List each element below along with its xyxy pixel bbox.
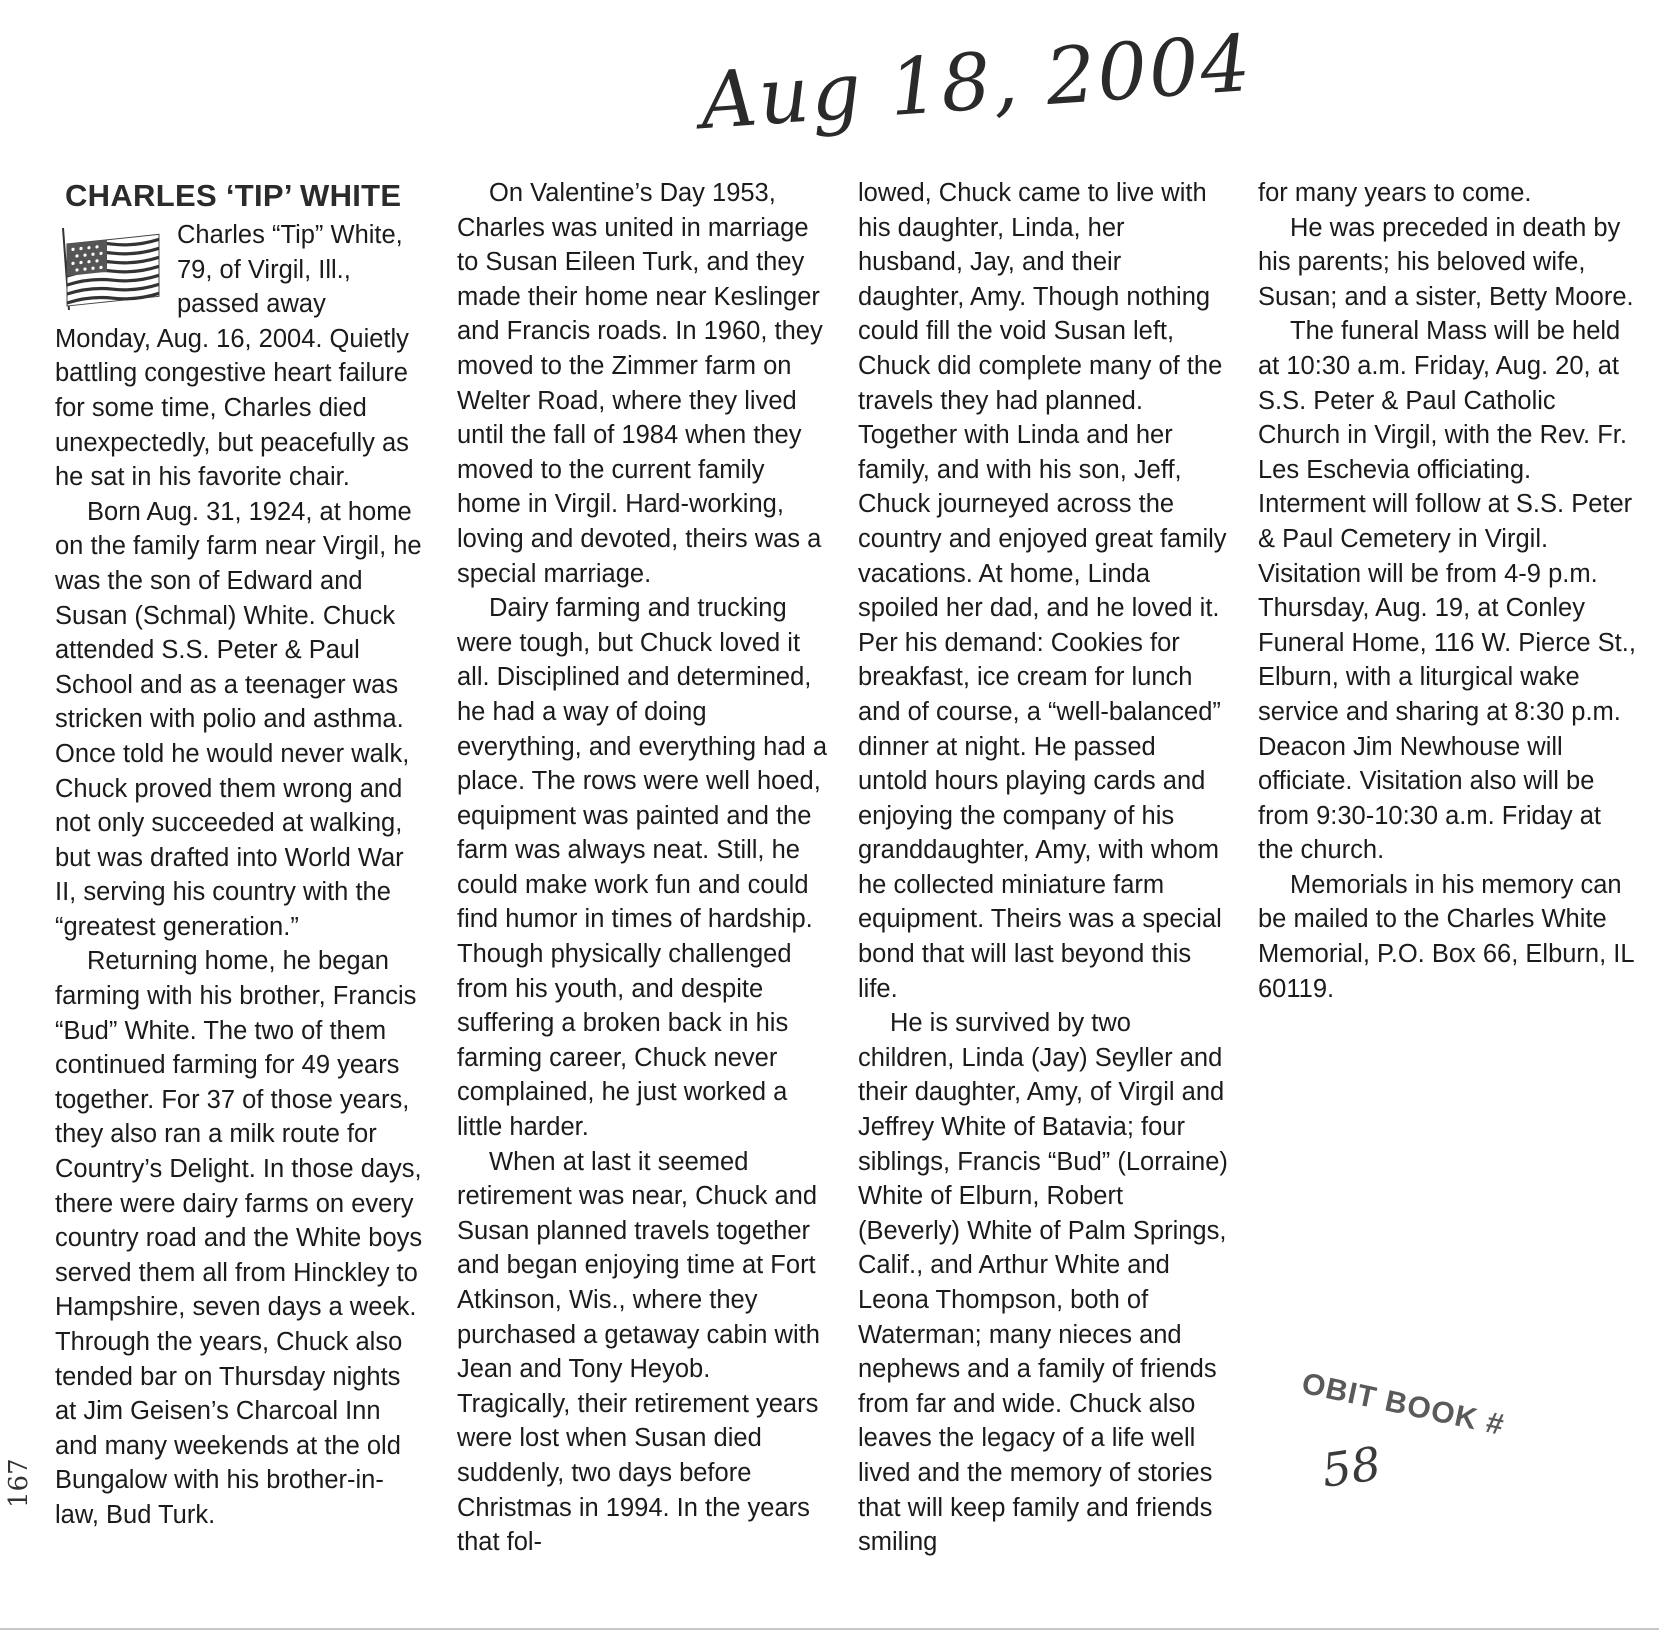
article-column-1 xyxy=(55,176,427,1533)
margin-mark: 167 xyxy=(4,1458,34,1508)
obituary-headline: CHARLES ‘TIP’ WHITE xyxy=(65,178,402,213)
paragraph: lowed, Chuck came to live with his daughter, Linda, her husband, Jay, and their daughter, Amy. Though nothing could fill the void Susan left, Chuck did complete many of the travels they had planned. Together with Linda and her family, and with his son, Jeff, Chuck journeyed across the country and enjoyed great family vacations. At home, Linda spoiled her dad, and he loved it. Per his demand: Cookies for breakfast, ice cream for lunch and of course, a “well-balanced” dinner at night. He passed untold hours playing cards and enjoying the company of his granddaughter, Amy, with whom he collected miniature farm equipment. Theirs was a special bond that will last beyond this life. xyxy=(858,179,1227,1003)
handwritten-date: Aug 18, 2004 xyxy=(697,18,1256,148)
obit-book-stamp: OBIT BOOK # xyxy=(1298,1366,1508,1443)
article-column-3 xyxy=(858,176,1230,1560)
paragraph: When at last it seemed retirement was near, Chuck and Susan planned travels together and began enjoying time at Fort Atkinson, Wis., where they purchased a getaway cabin with Jean and Tony Heyob. Tragically, their retirement years were lost when Susan died suddenly, two days before Christmas in 1994. In the years that fol- xyxy=(457,1147,820,1557)
article-column-4 xyxy=(1258,176,1640,1006)
paragraph: Born Aug. 31, 1924, at home on the family farm near Virgil, he was the son of Edward and Susan (Schmal) White. Chuck attended S.S. Peter & Paul School and as a teenager was stricken with polio and asthma. Once told he would never walk, Chuck proved them wrong and not only succeeded at walking, but was drafted into World War II, serving his country with the “greatest generation.” xyxy=(55,497,422,941)
paragraph: The funeral Mass will be held at 10:30 a.m. Friday, Aug. 20, at S.S. Peter & Paul Catholic Church in Virgil, with the Rev. Fr. Les Eschevia officiating. Interment will follow at S.S. Peter & Paul Cemetery in Virgil. Visitation will be from 4-9 p.m. Thursday, Aug. 19, at Conley Funeral Home, 116 W. Pierce St., Elburn, with a liturgical wake service and sharing at 8:30 p.m. Deacon Jim Newhouse will officiate. Visitation also will be from 9:30-10:30 a.m. Friday at the church. xyxy=(1258,317,1636,865)
paragraph: On Valentine’s Day 1953, Charles was united in marriage to Susan Eileen Turk, and they made their home near Keslinger and Francis roads. In 1960, they moved to the Zimmer farm on Welter Road, where they lived until the fall of 1984 when they moved to the current family home in Virgil. Hard-working, loving and devoted, theirs was a special marriage. xyxy=(457,179,823,588)
paragraph: He is survived by two children, Linda (Jay) Seyller and their daughter, Amy, of Virgil and Jeffrey White of Batavia; four siblings, Francis “Bud” (Lorraine) White of Elburn, Robert (Beverly) White of Palm Springs, Calif., and Arthur White and Leona Thompson, both of Waterman; many nieces and nephews and a family of friends from far and wide. Chuck also leaves the legacy of a life well lived and the memory of stories that will keep family and friends smiling xyxy=(858,1009,1228,1557)
paragraph: for many years to come. xyxy=(1258,179,1532,207)
paragraph: Memorials in his memory can be mailed to the Charles White Memorial, P.O. Box 66, Elburn, IL 60119. xyxy=(1258,870,1634,1003)
paragraph: Returning home, he began farming with his brother, Francis “Bud” White. The two of them continued farming for 49 years together. For 37 of those years, they also ran a milk route for Country’s Delight. In those days, there were dairy farms on every country road and the White boys served them all from Hinckley to Hampshire, seven days a week. Through the years, Chuck also tended bar on Thursday nights at Jim Geisen’s Charcoal Inn and many weekends at the old Bungalow with his brother-in-law, Bud Turk. xyxy=(55,947,423,1529)
paragraph: Dairy farming and trucking were tough, but Chuck loved it all. Disciplined and determined, he had a way of doing everything, and everything had a place. The rows were well hoed, equipment was painted and the farm was always neat. Still, he could make work fun and could find humor in times of hardship. Though physically challenged from his youth, and despite suffering a broken back in his farming career, Chuck never complained, he just worked a little harder. xyxy=(457,594,827,1142)
bottom-rule xyxy=(0,1628,1659,1630)
article-column-2 xyxy=(457,176,829,1560)
obit-book-number: 58 xyxy=(1318,1436,1385,1498)
american-flag-icon xyxy=(55,218,167,314)
paragraph: Charles “Tip” White, 79, of Virgil, Ill., passed away Monday, Aug. 16, 2004. Quietly battling congestive heart failure for some time, Charles died unexpectedly, but peacefully as he sat in his favorite chair. xyxy=(55,221,409,492)
paragraph: He was preceded in death by his parents; his beloved wife, Susan; and a sister, Betty Moore. xyxy=(1258,213,1634,311)
